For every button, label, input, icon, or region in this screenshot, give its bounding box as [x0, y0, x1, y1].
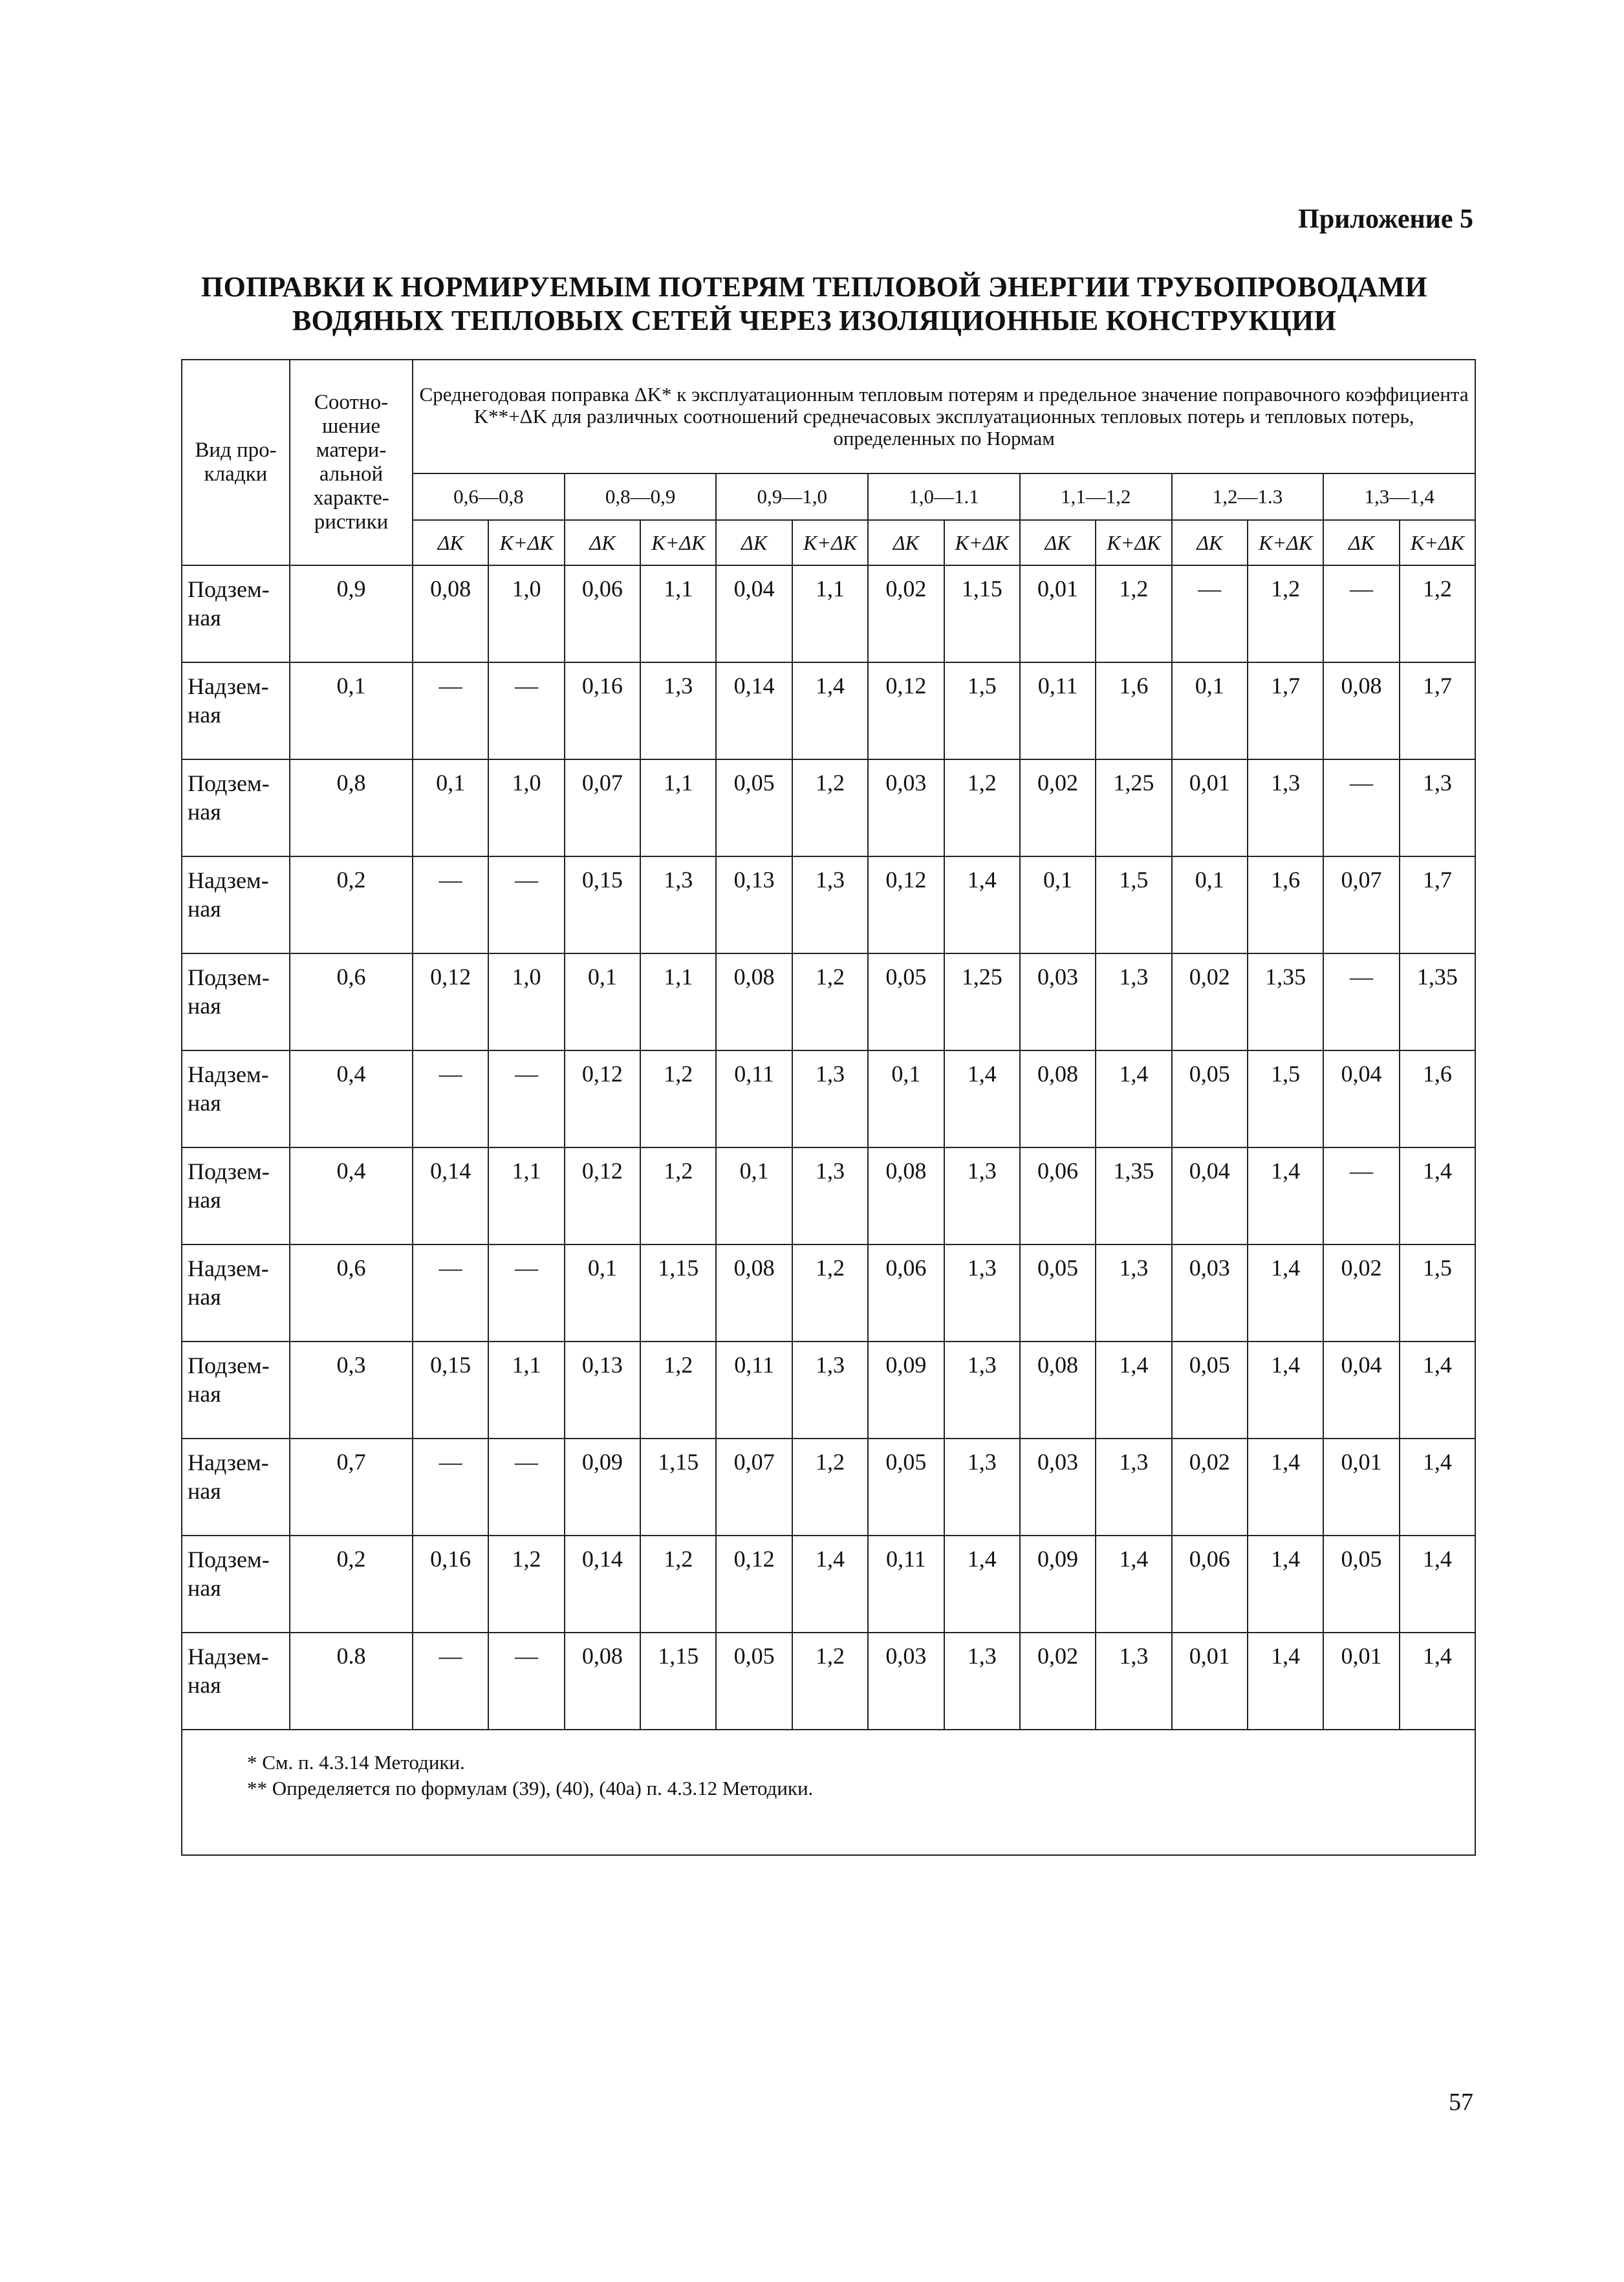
header-k-plus-delta-k: K+ΔK — [944, 520, 1020, 565]
delta-k-cell: 0,03 — [868, 759, 944, 856]
delta-k-cell: 0,14 — [716, 662, 792, 759]
delta-k-cell: 0,07 — [716, 1439, 792, 1536]
material-ratio-cell: 0,4 — [290, 1147, 413, 1244]
delta-k-cell: 0,06 — [868, 1244, 944, 1342]
delta-k-cell: 0,05 — [868, 953, 944, 1050]
laying-type-cell: Подзем-ная — [182, 565, 290, 662]
k-plus-delta-k-cell: 1,3 — [944, 1244, 1020, 1342]
k-plus-delta-k-cell: 1,4 — [1400, 1147, 1476, 1244]
delta-k-cell: — — [413, 1439, 488, 1536]
delta-k-cell: 0,12 — [565, 1050, 640, 1147]
header-delta-k: ΔK — [1020, 520, 1096, 565]
delta-k-cell: 0,14 — [413, 1147, 488, 1244]
delta-k-cell: 0,12 — [716, 1536, 792, 1633]
k-plus-delta-k-cell: 1,4 — [1248, 1147, 1323, 1244]
k-plus-delta-k-cell: — — [488, 662, 564, 759]
material-ratio-cell: 0,2 — [290, 856, 413, 953]
material-ratio-cell: 0,1 — [290, 662, 413, 759]
delta-k-cell: 0,08 — [413, 565, 488, 662]
delta-k-cell: — — [1323, 953, 1399, 1050]
material-ratio-cell: 0,6 — [290, 953, 413, 1050]
material-ratio-cell: 0.8 — [290, 1633, 413, 1730]
delta-k-cell: 0,1 — [716, 1147, 792, 1244]
k-plus-delta-k-cell: 1,2 — [792, 953, 868, 1050]
delta-k-cell: 0,01 — [1323, 1439, 1399, 1536]
delta-k-cell: 0,16 — [413, 1536, 488, 1633]
k-plus-delta-k-cell: 1,2 — [792, 1633, 868, 1730]
header-k-plus-delta-k: K+ΔK — [792, 520, 868, 565]
k-plus-delta-k-cell: 1,3 — [1096, 953, 1171, 1050]
delta-k-cell: — — [413, 1244, 488, 1342]
k-plus-delta-k-cell: 1,4 — [1400, 1439, 1476, 1536]
k-plus-delta-k-cell: 1,25 — [1096, 759, 1171, 856]
material-ratio-cell: 0,4 — [290, 1050, 413, 1147]
delta-k-cell: 0,04 — [716, 565, 792, 662]
delta-k-cell: 0,01 — [1172, 759, 1248, 856]
delta-k-cell: 0,15 — [413, 1342, 488, 1439]
table-body — [182, 565, 1475, 1855]
laying-type-cell: Надзем-ная — [182, 1050, 290, 1147]
delta-k-cell: 0,03 — [1172, 1244, 1248, 1342]
k-plus-delta-k-cell: 1,2 — [1400, 565, 1476, 662]
delta-k-cell: 0,16 — [565, 662, 640, 759]
k-plus-delta-k-cell: 1,6 — [1096, 662, 1171, 759]
delta-k-cell: 0,05 — [1323, 1536, 1399, 1633]
k-plus-delta-k-cell: 1,5 — [944, 662, 1020, 759]
k-plus-delta-k-cell: 1,3 — [640, 662, 716, 759]
material-ratio-cell: 0,9 — [290, 565, 413, 662]
title-line-1: ПОПРАВКИ К НОРМИРУЕМЫМ ПОТЕРЯМ ТЕПЛОВОЙ ЭНЕРГИИ ТРУБОПРОВОДАМИ — [201, 271, 1427, 303]
header-k-plus-delta-k: K+ΔK — [1096, 520, 1171, 565]
delta-k-cell: 0,12 — [413, 953, 488, 1050]
header-range: 1,1—1,2 — [1020, 473, 1172, 520]
delta-k-cell: 0,08 — [1323, 662, 1399, 759]
k-plus-delta-k-cell: 1,2 — [792, 759, 868, 856]
laying-type-cell: Надзем-ная — [182, 856, 290, 953]
delta-k-cell: — — [413, 1633, 488, 1730]
delta-k-cell: 0,09 — [1020, 1536, 1096, 1633]
delta-k-cell: 0,1 — [565, 1244, 640, 1342]
table-row — [182, 759, 1475, 856]
k-plus-delta-k-cell: — — [488, 1244, 564, 1342]
header-k-plus-delta-k: K+ΔK — [640, 520, 716, 565]
table-row — [182, 1536, 1475, 1633]
laying-type-cell: Подзем-ная — [182, 953, 290, 1050]
k-plus-delta-k-cell: 1,0 — [488, 953, 564, 1050]
k-plus-delta-k-cell: 1,3 — [792, 1147, 868, 1244]
delta-k-cell: — — [1323, 1147, 1399, 1244]
k-plus-delta-k-cell: 1,4 — [944, 856, 1020, 953]
header-k-plus-delta-k: K+ΔK — [1400, 520, 1476, 565]
material-ratio-cell: 0,3 — [290, 1342, 413, 1439]
delta-k-cell: — — [1323, 759, 1399, 856]
header-delta-k: ΔK — [1172, 520, 1248, 565]
k-plus-delta-k-cell: 1,4 — [1248, 1244, 1323, 1342]
header-laying-type: Вид про-кладки — [182, 360, 290, 565]
k-plus-delta-k-cell: 1,2 — [640, 1342, 716, 1439]
laying-type-cell: Надзем-ная — [182, 1633, 290, 1730]
header-range: 0,6—0,8 — [413, 473, 565, 520]
delta-k-cell: 0,11 — [1020, 662, 1096, 759]
header-description: Среднегодовая поправка ΔK* к эксплуатационным тепловым потерям и предельное значение поправочного коэффициента K**+ΔK для различных соотношений среднечасовых эксплуатационных тепловых потерь и тепловых потерь, определенных по Нормам — [413, 360, 1475, 473]
material-ratio-cell: 0,7 — [290, 1439, 413, 1536]
k-plus-delta-k-cell: 1,15 — [640, 1439, 716, 1536]
corrections-table — [181, 359, 1476, 1856]
delta-k-cell: 0,02 — [1020, 759, 1096, 856]
k-plus-delta-k-cell: 1,4 — [1096, 1536, 1171, 1633]
material-ratio-cell: 0,8 — [290, 759, 413, 856]
k-plus-delta-k-cell: 1,4 — [1400, 1536, 1476, 1633]
delta-k-cell: 0,06 — [565, 565, 640, 662]
delta-k-cell: 0,06 — [1020, 1147, 1096, 1244]
k-plus-delta-k-cell: 1,1 — [640, 953, 716, 1050]
table-row — [182, 1342, 1475, 1439]
k-plus-delta-k-cell: 1,3 — [1096, 1633, 1171, 1730]
delta-k-cell: 0,08 — [1020, 1342, 1096, 1439]
delta-k-cell: 0,1 — [413, 759, 488, 856]
k-plus-delta-k-cell: 1,1 — [792, 565, 868, 662]
table-row — [182, 856, 1475, 953]
page-number: 57 — [1449, 2089, 1473, 2116]
k-plus-delta-k-cell: 1,3 — [1096, 1439, 1171, 1536]
k-plus-delta-k-cell: 1,3 — [640, 856, 716, 953]
k-plus-delta-k-cell: 1,1 — [640, 759, 716, 856]
k-plus-delta-k-cell: 1,15 — [944, 565, 1020, 662]
k-plus-delta-k-cell: 1,3 — [1096, 1244, 1171, 1342]
k-plus-delta-k-cell: 1,15 — [640, 1633, 716, 1730]
delta-k-cell: 0,05 — [1020, 1244, 1096, 1342]
k-plus-delta-k-cell: 1,5 — [1248, 1050, 1323, 1147]
delta-k-cell: 0,12 — [868, 856, 944, 953]
table-row — [182, 565, 1475, 662]
delta-k-cell: 0,02 — [1020, 1633, 1096, 1730]
delta-k-cell: 0,04 — [1172, 1147, 1248, 1244]
header-k-plus-delta-k: K+ΔK — [488, 520, 564, 565]
delta-k-cell: 0,14 — [565, 1536, 640, 1633]
k-plus-delta-k-cell: 1,4 — [1248, 1439, 1323, 1536]
k-plus-delta-k-cell: 1,7 — [1248, 662, 1323, 759]
delta-k-cell: 0,04 — [1323, 1342, 1399, 1439]
k-plus-delta-k-cell: 1,2 — [488, 1536, 564, 1633]
header-delta-k: ΔK — [565, 520, 640, 565]
k-plus-delta-k-cell: 1,3 — [944, 1147, 1020, 1244]
k-plus-delta-k-cell: 1,4 — [1096, 1342, 1171, 1439]
k-plus-delta-k-cell: 1,1 — [488, 1147, 564, 1244]
header-range: 1,3—1,4 — [1323, 473, 1475, 520]
k-plus-delta-k-cell: 1,1 — [488, 1342, 564, 1439]
k-plus-delta-k-cell: 1,2 — [792, 1439, 868, 1536]
k-plus-delta-k-cell: 1,0 — [488, 759, 564, 856]
k-plus-delta-k-cell: — — [488, 856, 564, 953]
header-k-plus-delta-k: K+ΔK — [1248, 520, 1323, 565]
k-plus-delta-k-cell: 1,3 — [1400, 759, 1476, 856]
k-plus-delta-k-cell: — — [488, 1633, 564, 1730]
header-delta-k: ΔK — [413, 520, 488, 565]
laying-type-cell: Надзем-ная — [182, 1439, 290, 1536]
k-plus-delta-k-cell: 1,3 — [944, 1342, 1020, 1439]
k-plus-delta-k-cell: 1,3 — [792, 1050, 868, 1147]
k-plus-delta-k-cell: 1,4 — [944, 1050, 1020, 1147]
k-plus-delta-k-cell: 1,4 — [1400, 1633, 1476, 1730]
page-title — [162, 270, 1467, 338]
delta-k-cell: 0,08 — [868, 1147, 944, 1244]
delta-k-cell: 0,07 — [565, 759, 640, 856]
title-line-2: ВОДЯНЫХ ТЕПЛОВЫХ СЕТЕЙ ЧЕРЕЗ ИЗОЛЯЦИОННЫЕ КОНСТРУКЦИИ — [292, 305, 1337, 336]
k-plus-delta-k-cell: 1,15 — [640, 1244, 716, 1342]
k-plus-delta-k-cell: 1,4 — [1400, 1342, 1476, 1439]
delta-k-cell: — — [413, 662, 488, 759]
delta-k-cell: 0,02 — [1172, 953, 1248, 1050]
table-row — [182, 1147, 1475, 1244]
delta-k-cell: 0,05 — [716, 759, 792, 856]
appendix-label: Приложение 5 — [1298, 204, 1473, 234]
k-plus-delta-k-cell: 1,3 — [1248, 759, 1323, 856]
table-row — [182, 953, 1475, 1050]
delta-k-cell: 0,05 — [1172, 1342, 1248, 1439]
k-plus-delta-k-cell: 1,6 — [1400, 1050, 1476, 1147]
k-plus-delta-k-cell: 1,2 — [944, 759, 1020, 856]
delta-k-cell: 0,1 — [565, 953, 640, 1050]
k-plus-delta-k-cell: 1,4 — [792, 1536, 868, 1633]
laying-type-cell: Подзем-ная — [182, 1342, 290, 1439]
k-plus-delta-k-cell: — — [488, 1050, 564, 1147]
header-delta-k: ΔK — [716, 520, 792, 565]
k-plus-delta-k-cell: 1,2 — [792, 1244, 868, 1342]
delta-k-cell: 0,09 — [868, 1342, 944, 1439]
k-plus-delta-k-cell: 1,35 — [1248, 953, 1323, 1050]
delta-k-cell: 0,04 — [1323, 1050, 1399, 1147]
delta-k-cell: 0,01 — [1323, 1633, 1399, 1730]
k-plus-delta-k-cell: 1,3 — [792, 856, 868, 953]
delta-k-cell: 0,05 — [716, 1633, 792, 1730]
k-plus-delta-k-cell: 1,35 — [1400, 953, 1476, 1050]
k-plus-delta-k-cell: 1,3 — [792, 1342, 868, 1439]
delta-k-cell: 0,1 — [1172, 662, 1248, 759]
delta-k-cell: — — [1323, 565, 1399, 662]
k-plus-delta-k-cell: 1,0 — [488, 565, 564, 662]
header-material-ratio: Соотно-шение матери-альной характе-ристики — [290, 360, 413, 565]
delta-k-cell: 0,06 — [1172, 1536, 1248, 1633]
table-row — [182, 1244, 1475, 1342]
k-plus-delta-k-cell: 1,35 — [1096, 1147, 1171, 1244]
k-plus-delta-k-cell: 1,1 — [640, 565, 716, 662]
k-plus-delta-k-cell: 1,2 — [640, 1536, 716, 1633]
header-range: 1,2—1.3 — [1172, 473, 1324, 520]
delta-k-cell: 0,11 — [716, 1050, 792, 1147]
delta-k-cell: 0,03 — [1020, 1439, 1096, 1536]
delta-k-cell: 0,03 — [1020, 953, 1096, 1050]
delta-k-cell: 0,05 — [868, 1439, 944, 1536]
k-plus-delta-k-cell: 1,6 — [1248, 856, 1323, 953]
k-plus-delta-k-cell: 1,2 — [640, 1147, 716, 1244]
table-row — [182, 1050, 1475, 1147]
k-plus-delta-k-cell: 1,2 — [640, 1050, 716, 1147]
k-plus-delta-k-cell: — — [488, 1439, 564, 1536]
material-ratio-cell: 0,2 — [290, 1536, 413, 1633]
k-plus-delta-k-cell: 1,3 — [944, 1633, 1020, 1730]
laying-type-cell: Надзем-ная — [182, 1244, 290, 1342]
k-plus-delta-k-cell: 1,25 — [944, 953, 1020, 1050]
k-plus-delta-k-cell: 1,7 — [1400, 856, 1476, 953]
k-plus-delta-k-cell: 1,4 — [1248, 1633, 1323, 1730]
delta-k-cell: 0,08 — [1020, 1050, 1096, 1147]
k-plus-delta-k-cell: 1,4 — [1248, 1536, 1323, 1633]
laying-type-cell: Подзем-ная — [182, 1536, 290, 1633]
delta-k-cell: 0,08 — [716, 953, 792, 1050]
delta-k-cell: 0,07 — [1323, 856, 1399, 953]
delta-k-cell: 0,1 — [868, 1050, 944, 1147]
laying-type-cell: Подзем-ная — [182, 759, 290, 856]
delta-k-cell: 0,08 — [716, 1244, 792, 1342]
delta-k-cell: 0,05 — [1172, 1050, 1248, 1147]
delta-k-cell: 0,02 — [1172, 1439, 1248, 1536]
k-plus-delta-k-cell: 1,7 — [1400, 662, 1476, 759]
k-plus-delta-k-cell: 1,4 — [1248, 1342, 1323, 1439]
delta-k-cell: 0,1 — [1172, 856, 1248, 953]
k-plus-delta-k-cell: 1,5 — [1400, 1244, 1476, 1342]
delta-k-cell: 0,13 — [716, 856, 792, 953]
table-row — [182, 1633, 1475, 1730]
header-range: 0,8—0,9 — [565, 473, 717, 520]
delta-k-cell: 0,01 — [1172, 1633, 1248, 1730]
delta-k-cell: 0,09 — [565, 1439, 640, 1536]
material-ratio-cell: 0,6 — [290, 1244, 413, 1342]
delta-k-cell: — — [1172, 565, 1248, 662]
delta-k-cell: 0,15 — [565, 856, 640, 953]
delta-k-cell: 0,02 — [868, 565, 944, 662]
delta-k-cell: 0,08 — [565, 1633, 640, 1730]
delta-k-cell: 0,12 — [565, 1147, 640, 1244]
laying-type-cell: Подзем-ная — [182, 1147, 290, 1244]
laying-type-cell: Надзем-ная — [182, 662, 290, 759]
delta-k-cell: — — [413, 1050, 488, 1147]
k-plus-delta-k-cell: 1,4 — [792, 662, 868, 759]
footnote: * См. п. 4.3.14 Методики. — [247, 1751, 465, 1774]
delta-k-cell: 0,11 — [716, 1342, 792, 1439]
delta-k-cell: 0,12 — [868, 662, 944, 759]
notes-row — [182, 1730, 1475, 1855]
header-delta-k: ΔK — [868, 520, 944, 565]
delta-k-cell: 0,1 — [1020, 856, 1096, 953]
k-plus-delta-k-cell: 1,2 — [1096, 565, 1171, 662]
delta-k-cell: 0,11 — [868, 1536, 944, 1633]
k-plus-delta-k-cell: 1,4 — [944, 1536, 1020, 1633]
delta-k-cell: 0,02 — [1323, 1244, 1399, 1342]
delta-k-cell: — — [413, 856, 488, 953]
table-row — [182, 1439, 1475, 1536]
delta-k-cell: 0,01 — [1020, 565, 1096, 662]
table-row — [182, 662, 1475, 759]
delta-k-cell: 0,13 — [565, 1342, 640, 1439]
footnote: ** Определяется по формулам (39), (40), (40а) п. 4.3.12 Методики. — [247, 1777, 814, 1799]
k-plus-delta-k-cell: 1,2 — [1248, 565, 1323, 662]
header-range: 1,0—1.1 — [868, 473, 1020, 520]
footnotes — [182, 1730, 1475, 1855]
header-range: 0,9—1,0 — [716, 473, 868, 520]
k-plus-delta-k-cell: 1,3 — [944, 1439, 1020, 1536]
header-delta-k: ΔK — [1323, 520, 1399, 565]
k-plus-delta-k-cell: 1,5 — [1096, 856, 1171, 953]
delta-k-cell: 0,03 — [868, 1633, 944, 1730]
k-plus-delta-k-cell: 1,4 — [1096, 1050, 1171, 1147]
